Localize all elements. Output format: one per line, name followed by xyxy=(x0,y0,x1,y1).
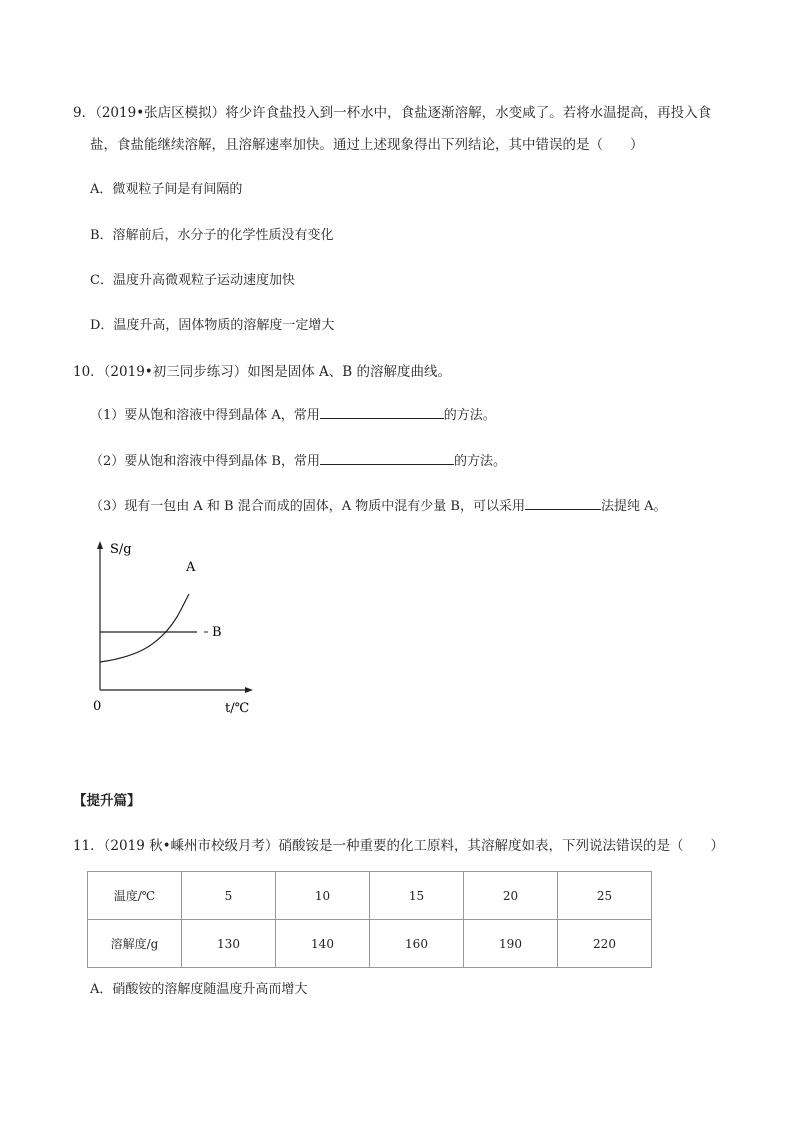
table-cell: 25 xyxy=(558,872,652,920)
series-a-label: A xyxy=(186,560,196,575)
x-axis-label: t/℃ xyxy=(225,701,250,716)
curve-a xyxy=(100,594,189,662)
table-cell: 140 xyxy=(276,920,370,968)
q11-option-a: A．硝酸铵的溶解度随温度升高而增大 xyxy=(90,982,308,997)
q10-sub1-blank[interactable] xyxy=(320,406,444,419)
q9-stem-line2: 盐，食盐能继续溶解，且溶解速率加快。通过上述现象得出下列结论，其中错误的是（ ） xyxy=(90,137,644,153)
solubility-table xyxy=(87,871,652,968)
q10-sub2 xyxy=(90,450,506,469)
table-cell: 20 xyxy=(464,872,558,920)
q9-option-b: B．溶解前后，水分子的化学性质没有变化 xyxy=(90,228,334,243)
table-cell: 5 xyxy=(182,872,276,920)
q10-sub1-prefix: （1）要从饱和溶液中得到晶体 A，常用 xyxy=(90,408,320,423)
table-cell: 220 xyxy=(558,920,652,968)
q11-stem: 11．（2019 秋•嵊州市校级月考）硝酸铵是一种重要的化工原料，其溶解度如表，下列说法错误的是（ ） xyxy=(73,838,725,854)
table-cell: 15 xyxy=(370,872,464,920)
q10-sub1 xyxy=(90,404,496,423)
q10-sub3-blank[interactable] xyxy=(525,497,601,510)
q10-sub3 xyxy=(90,495,666,514)
section-title: 【提升篇】 xyxy=(73,793,141,809)
x-axis-arrow xyxy=(245,687,253,693)
table-cell: 130 xyxy=(182,920,276,968)
q10-stem: 10．（2019•初三同步练习）如图是固体 A、B 的溶解度曲线。 xyxy=(73,364,451,380)
series-b-label: B xyxy=(212,625,222,640)
table-cell: 190 xyxy=(464,920,558,968)
row-header-solubility: 溶解度/g xyxy=(88,920,182,968)
table-cell: 160 xyxy=(370,920,464,968)
q9-option-d: D．温度升高，固体物质的溶解度一定增大 xyxy=(90,318,335,333)
q10-sub2-blank[interactable] xyxy=(320,452,454,465)
q10-sub1-suffix: 的方法。 xyxy=(443,408,496,423)
y-axis-arrow xyxy=(97,541,103,549)
q9-option-a: A．微观粒子间是有间隔的 xyxy=(90,182,243,197)
table-row xyxy=(88,920,652,968)
row-header-temperature: 温度/℃ xyxy=(88,872,182,920)
q9-option-c: C．温度升高微观粒子运动速度加快 xyxy=(90,273,295,288)
q9-stem-line1: 9．（2019•张店区模拟）将少许食盐投入到一杯水中，食盐逐渐溶解，水变咸了。若将水温提高，再投入食 xyxy=(73,105,712,121)
origin-label: 0 xyxy=(93,699,102,714)
solubility-chart xyxy=(85,535,265,720)
q10-sub2-prefix: （2）要从饱和溶液中得到晶体 B，常用 xyxy=(90,454,320,469)
q10-sub3-prefix: （3）现有一包由 A 和 B 混合而成的固体，A 物质中混有少量 B，可以采用 xyxy=(90,499,525,514)
y-axis-label: S/g xyxy=(110,542,132,557)
q10-sub3-suffix: 法提纯 A。 xyxy=(600,499,667,514)
q10-sub2-suffix: 的方法。 xyxy=(453,454,506,469)
table-cell: 10 xyxy=(276,872,370,920)
table-row xyxy=(88,872,652,920)
